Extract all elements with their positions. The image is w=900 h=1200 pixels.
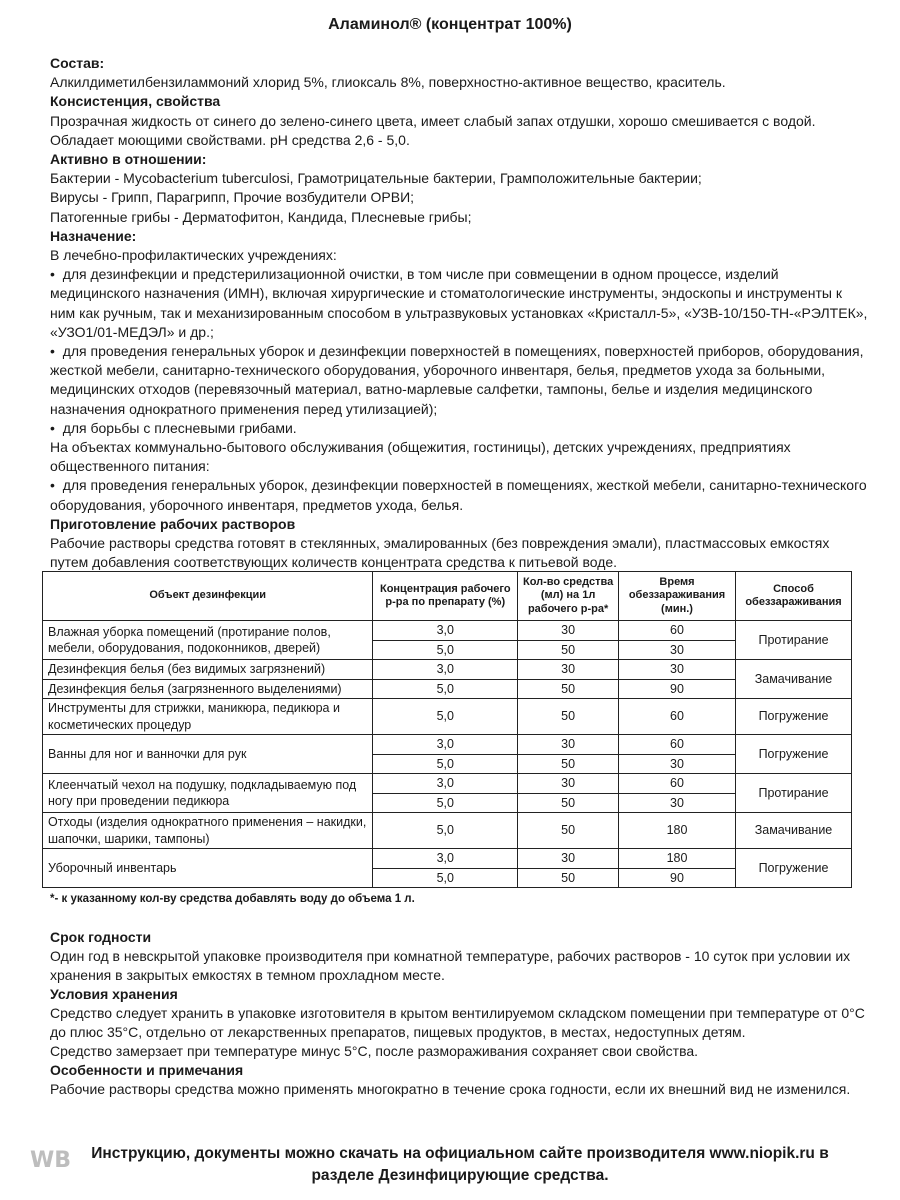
object-cell: Уборочный инвентарь [43, 849, 373, 888]
time-cell: 90 [619, 679, 736, 699]
preparation-text: Рабочие растворы средства готовят в стеклянных, эмалированных (без повреждения эмали), пластмассовых емкостях путем добавления соответствующих количеств концентрата средства к питьевой воде. [50, 535, 830, 571]
conc-cell: 3,0 [373, 849, 518, 869]
object-cell: Инструменты для стрижки, маникюра, педикюра и косметических процедур [43, 699, 373, 735]
object-cell: Дезинфекция белья (без видимых загрязнений) [43, 660, 373, 680]
purpose-bullet-4: • для проведения генеральных уборок, дезинфекции поверхностей в помещениях, жесткой мебели, санитарно-технического оборудования, уборочного инвентаря, предметов ухода, белья. [50, 476, 870, 514]
time-cell: 60 [619, 774, 736, 794]
conc-cell: 5,0 [373, 813, 518, 849]
time-cell: 180 [619, 849, 736, 869]
amount-cell: 50 [518, 754, 619, 774]
active-line-1: Бактерии - Mycobacterium tuberculosi, Грамотрицательные бактерии, Грамположительные бактерии; [50, 170, 702, 187]
method-cell: Замачивание [735, 660, 851, 699]
conc-cell: 3,0 [373, 621, 518, 641]
header-object: Объект дезинфекции [43, 572, 373, 621]
storage-heading: Условия хранения [50, 986, 178, 1002]
time-cell: 30 [619, 640, 736, 660]
storage-text: Средство следует хранить в упаковке изготовителя в крытом вентилируемом складском помещении при температуре от 0°С до плюс 35°С, отдельно от лекарственных препаратов, пищевых продуктов, в местах, недоступных детям. [50, 1005, 865, 1040]
amount-cell: 50 [518, 699, 619, 735]
conc-cell: 3,0 [373, 735, 518, 755]
object-cell: Отходы (изделия однократного применения – накидки, шапочки, шарики, тампоны) [43, 813, 373, 849]
purpose-bullet-1: • для дезинфекции и предстерилизационной очистки, в том числе при совмещении в одном процессе, изделий медицинского назначения (ИМН), включая хирургические и стоматологические инструменты, эндоскопы и инструменты к ним как ручным, так и механизированным способом в ультразвуковых установках «Кристалл-5», «УЗВ-10/150-ТН-«РЭЛТЕК», «УЗО1/01-МЕДЭЛ» и др.; [50, 265, 870, 342]
conc-cell: 5,0 [373, 793, 518, 813]
table-header-row [43, 572, 852, 621]
amount-cell: 50 [518, 868, 619, 888]
table-row [43, 660, 852, 680]
wb-watermark: WB [30, 1148, 72, 1173]
object-cell: Клеенчатый чехол на подушку, подкладываемую под ногу при проведении педикюра [43, 774, 373, 813]
amount-cell: 50 [518, 679, 619, 699]
conc-cell: 5,0 [373, 868, 518, 888]
method-cell: Замачивание [735, 813, 851, 849]
amount-cell: 50 [518, 793, 619, 813]
table-row [43, 679, 852, 699]
active-line-2: Вирусы - Грипп, Парагрипп, Прочие возбудители ОРВИ; [50, 189, 415, 206]
active-line-3: Патогенные грибы - Дерматофитон, Кандида, Плесневые грибы; [50, 208, 472, 225]
time-cell: 60 [619, 735, 736, 755]
footer-note [30, 1143, 890, 1187]
object-cell: Дезинфекция белья (загрязненного выделениями) [43, 679, 373, 699]
method-cell: Погружение [735, 849, 851, 888]
footer-line-2: разделе Дезинфицирующие средства. [311, 1167, 609, 1184]
header-amount: Кол-во средства (мл) на 1л рабочего р-ра* [518, 572, 619, 621]
shelf-life-heading: Срок годности [50, 929, 152, 945]
table-row [43, 621, 852, 641]
amount-cell: 30 [518, 735, 619, 755]
time-cell: 90 [619, 868, 736, 888]
time-cell: 60 [619, 699, 736, 735]
purpose-intro-2: На объектах коммунально-бытового обслуживания (общежития, гостиницы), детских учреждениях, предприятиях общественного питания: [50, 439, 791, 475]
table-row [43, 813, 852, 849]
purpose-bullet-2: • для проведения генеральных уборок и дезинфекции поверхностей в помещениях, поверхностей приборов, оборудования, жесткой мебели, санитарно-технического оборудования, уборочного инвентаря, белья, предметов ухода за больными, медицинских отходов (перевязочный материал, ватно-марлевые салфетки, тампоны, белье и изделия медицинского назначения однократного применения перед утилизацией); [50, 342, 870, 419]
conc-cell: 3,0 [373, 774, 518, 794]
notes-text: Рабочие растворы средства можно применять многократно в течение срока годности, если их внешний вид не изменился. [50, 1081, 851, 1097]
conc-cell: 3,0 [373, 660, 518, 680]
amount-cell: 50 [518, 813, 619, 849]
purpose-bullet-3: • для борьбы с плесневыми грибами. [50, 419, 870, 438]
amount-cell: 30 [518, 621, 619, 641]
composition-heading: Состав: [50, 55, 105, 71]
document-title: Аламинол® (концентрат 100%) [328, 16, 572, 33]
method-cell: Погружение [735, 735, 851, 774]
preparation-heading: Приготовление рабочих растворов [50, 515, 296, 532]
amount-cell: 30 [518, 849, 619, 869]
conc-cell: 5,0 [373, 699, 518, 735]
table-row [43, 699, 852, 735]
object-cell: Ванны для ног и ванночки для рук [43, 735, 373, 774]
disinfection-table [42, 571, 852, 888]
conc-cell: 5,0 [373, 679, 518, 699]
footer-line-1: Инструкцию, документы можно скачать на официальном сайте производителя www.niopik.ru в [91, 1145, 829, 1162]
notes-heading: Особенности и примечания [50, 1062, 244, 1078]
table-row [43, 849, 852, 869]
properties-line-2: Обладает моющими свойствами. pH средства 2,6 - 5,0. [50, 131, 410, 148]
amount-cell: 30 [518, 774, 619, 794]
conc-cell: 5,0 [373, 754, 518, 774]
method-cell: Протирание [735, 621, 851, 660]
time-cell: 30 [619, 754, 736, 774]
storage-text-2: Средство замерзает при температуре минус 5°С, после размораживания сохраняет свои свойства. [50, 1043, 699, 1059]
main-content [50, 54, 870, 572]
table-footnote: *- к указанному кол-ву средства добавлять воду до объема 1 л. [50, 893, 415, 905]
properties-heading: Консистенция, свойства [50, 93, 221, 110]
method-cell: Протирание [735, 774, 851, 813]
time-cell: 30 [619, 793, 736, 813]
amount-cell: 30 [518, 660, 619, 680]
header-time: Время обеззараживания (мин.) [619, 572, 736, 621]
purpose-heading: Назначение: [50, 227, 137, 244]
amount-cell: 50 [518, 640, 619, 660]
composition-text: Алкилдиметилбензиламмоний хлорид 5%, глиоксаль 8%, поверхностно-активное вещество, краситель. [50, 74, 726, 91]
properties-line-1: Прозрачная жидкость от синего до зелено-синего цвета, имеет слабый запах отдушки, хорошо смешивается с водой. [50, 112, 816, 129]
time-cell: 60 [619, 621, 736, 641]
conc-cell: 5,0 [373, 640, 518, 660]
shelf-life-text: Один год в невскрытой упаковке производителя при комнатной температуре, рабочих растворов - 10 суток при условии их хранения в закрытых емкостях в темном прохладном месте. [50, 948, 851, 983]
secondary-content [50, 928, 870, 1099]
purpose-intro: В лечебно-профилактических учреждениях: [50, 247, 337, 264]
header-concentration: Концентрация рабочего р-ра по препарату (%) [373, 572, 518, 621]
time-cell: 30 [619, 660, 736, 680]
table-row [43, 735, 852, 755]
method-cell: Погружение [735, 699, 851, 735]
object-cell: Влажная уборка помещений (протирание полов, мебели, оборудования, подоконников, дверей) [43, 621, 373, 660]
table-row [43, 774, 852, 794]
active-heading: Активно в отношении: [50, 151, 207, 168]
header-method: Способ обеззараживания [735, 572, 851, 621]
time-cell: 180 [619, 813, 736, 849]
